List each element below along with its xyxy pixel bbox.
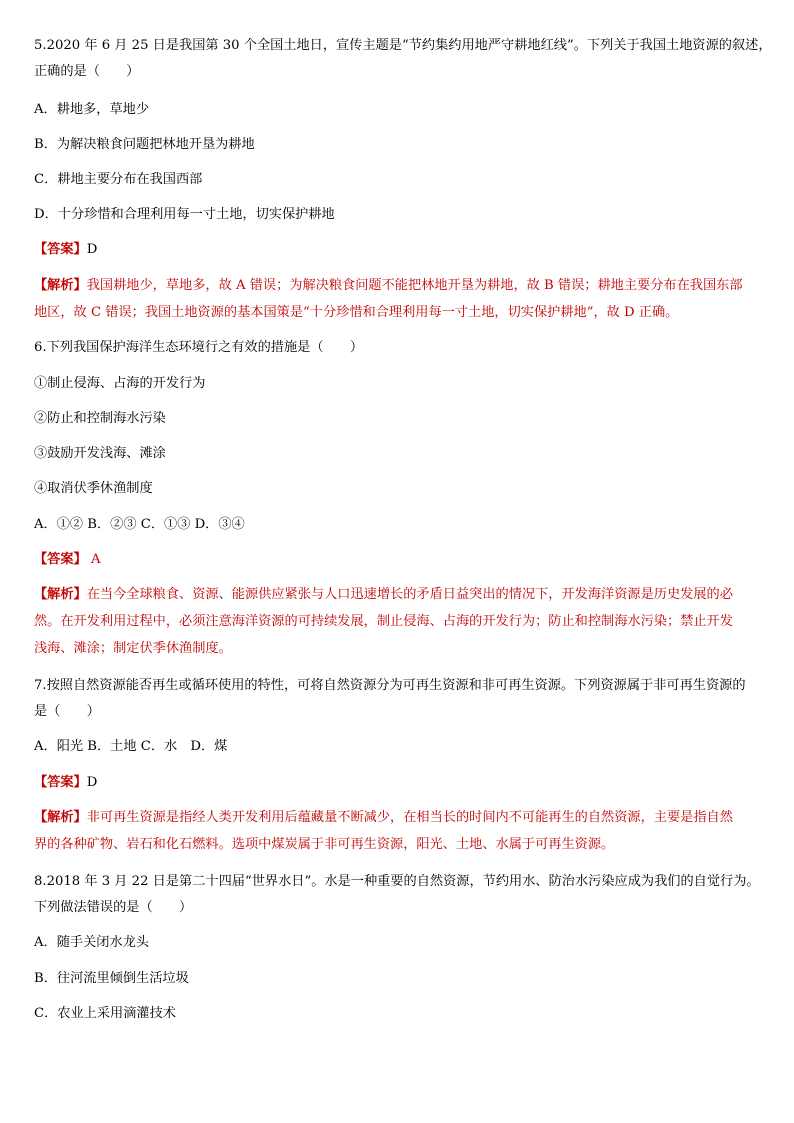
analysis-text: 非可再生资源是指经人类开发利用后蕴藏量不断减少，在相当长的时间内不可能再生的自然资源，主要是指自然 [86, 810, 733, 825]
q8-option-b: B．往河流里倾倒生活垃圾 [34, 971, 189, 986]
analysis-tag: 【解析】 [34, 810, 87, 825]
q8-option-a: A．随手关闭水龙头 [34, 935, 150, 950]
q5-analysis-line-2: 地区，故 C 错误；我国土地资源的基本国策是“十分珍惜和合理利用每一寸土地，切实保护耕地”，故 D 正确。 [34, 305, 679, 320]
analysis-text: 在当今全球粮食、资源、能源供应紧张与人口迅速增长的矛盾日益突出的情况下，开发海洋资源是历史发展的必 [86, 587, 733, 602]
q7-analysis-line-2: 界的各种矿物、岩石和化石燃料。选项中煤炭属于非可再生资源，阳光、土地、水属于可再生资源。 [34, 837, 615, 852]
q5-stem-line-2: 正确的是（ ） [34, 64, 140, 79]
answer-tag: 【答案】 [34, 552, 87, 567]
q8-stem-line-2: 下列做法错误的是（ ） [34, 900, 193, 915]
answer-value: D [86, 775, 98, 790]
q7-choices: A．阳光 B．土地 C．水 D．煤 [34, 739, 228, 754]
q6-item-3: ③鼓励开发浅海、滩涂 [34, 446, 166, 461]
q7-analysis-line-1 [34, 809, 733, 827]
q6-item-1: ①制止侵海、占海的开发行为 [34, 376, 206, 391]
q5-option-d: D．十分珍惜和合理利用每一寸土地，切实保护耕地 [34, 207, 335, 222]
analysis-tag: 【解析】 [34, 587, 87, 602]
analysis-tag: 【解析】 [34, 278, 87, 293]
q5-stem-line-1: 5.2020 年 6 月 25 日是我国第 30 个全国土地日，宣传主题是“节约集约用地严守耕地红线”。下列关于我国土地资源的叙述， [34, 38, 772, 53]
q6-analysis-line-2: 然。在开发利用过程中，必须注意海洋资源的可持续发展，制止侵海、占海的开发行为；防止和控制海水污染；禁止开发 [34, 614, 733, 629]
q6-item-2: ②防止和控制海水污染 [34, 411, 166, 426]
q6-stem: 6.下列我国保护海洋生态环境行之有效的措施是（ ） [34, 340, 364, 355]
q5-analysis-line-1 [34, 277, 743, 295]
q8-option-c: C．农业上采用滴灌技术 [34, 1006, 176, 1021]
q6-item-4: ④取消伏季休渔制度 [34, 481, 153, 496]
q7-answer [34, 774, 97, 792]
q7-stem-line-1: 7.按照自然资源能否再生或循环使用的特性，可将自然资源分为可再生资源和非可再生资源。下列资源属于非可再生资源的 [34, 678, 746, 693]
analysis-text: 我国耕地少，草地多，故 A 错误；为解决粮食问题不能把林地开垦为耕地，故 B 错误；耕地主要分布在我国东部 [86, 278, 743, 293]
q5-option-c: C．耕地主要分布在我国西部 [34, 172, 203, 187]
answer-tag: 【答案】 [34, 775, 87, 790]
q6-analysis-line-1 [34, 586, 733, 604]
q5-option-b: B．为解决粮食问题把林地开垦为耕地 [34, 137, 255, 152]
answer-tag: 【答案】 [34, 242, 87, 257]
answer-value: A [86, 552, 101, 567]
q6-choices: A．①② B．②③ C．①③ D．③④ [34, 517, 245, 532]
q5-answer [34, 241, 97, 259]
q5-option-a: A．耕地多，草地少 [34, 102, 150, 117]
q8-stem-line-1: 8.2018 年 3 月 22 日是第二十四届“世界水日”。水是一种重要的自然资源，节约用水、防治水污染应成为我们的自觉行为。 [34, 874, 760, 889]
q6-answer [34, 551, 100, 569]
answer-value: D [86, 242, 98, 257]
q6-analysis-line-3: 浅海、滩涂；制定伏季休渔制度。 [34, 641, 232, 656]
q7-stem-line-2: 是（ ） [34, 704, 100, 719]
